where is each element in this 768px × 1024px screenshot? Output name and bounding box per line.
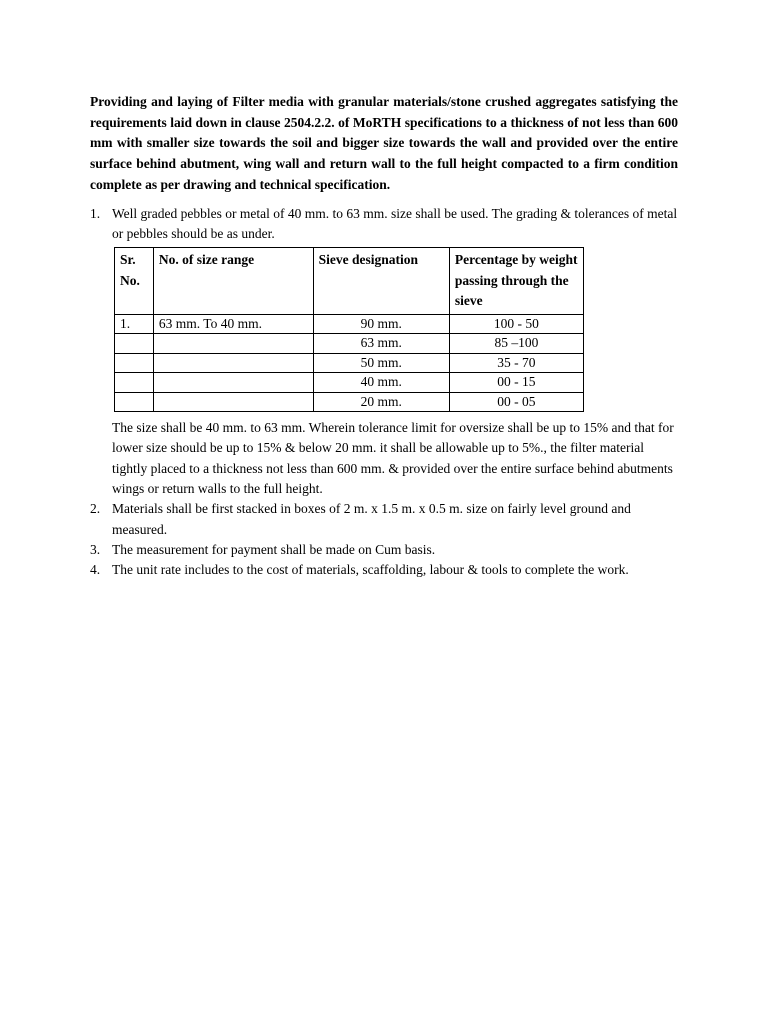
table-header-row xyxy=(115,248,584,315)
cell-percentage: 00 - 05 xyxy=(449,392,583,412)
cell-size-range xyxy=(153,353,313,373)
document-page xyxy=(90,92,678,580)
table-row xyxy=(115,373,584,393)
cell-percentage: 00 - 15 xyxy=(449,373,583,393)
cell-sr xyxy=(115,334,154,354)
cell-sr xyxy=(115,373,154,393)
cell-size-range xyxy=(153,334,313,354)
cell-sieve: 20 mm. xyxy=(313,392,449,412)
list-item-number: 4. xyxy=(90,562,101,578)
cell-sr: 1. xyxy=(115,314,154,334)
cell-sr xyxy=(115,392,154,412)
list-item-number: 2. xyxy=(90,501,101,517)
table-row xyxy=(115,353,584,373)
list-item-2 xyxy=(90,499,678,540)
list-item-3 xyxy=(90,540,678,560)
grading-table xyxy=(114,247,584,412)
cell-sieve: 90 mm. xyxy=(313,314,449,334)
item-heading: Providing and laying of Filter media with granular materials/stone crushed aggregates satisfying the requirements laid down in clause 2504.2.2. of MoRTH specifications to a thickness of not less than 600 mm with smaller size towards the soil and bigger size towards the wall and provided over the entire surface behind abutment, wing wall and return wall to the full height compacted to a firm condition complete as per drawing and technical specification. xyxy=(90,94,678,192)
list-item-text: The unit rate includes to the cost of materials, scaffolding, labour & tools to complete the work. xyxy=(112,562,629,578)
cell-size-range xyxy=(153,373,313,393)
cell-size-range xyxy=(153,392,313,412)
specification-list-continued xyxy=(90,499,678,580)
header-percentage: Percentage by weight passing through the sieve xyxy=(449,248,583,315)
tolerance-paragraph: The size shall be 40 mm. to 63 mm. Wherein tolerance limit for oversize shall be up to 15% and that for lower size should be up to 15% & below 20 mm. it shall be allowable up to 5%., the filter material tightly placed to a thickness not less than 600 mm. & provided over the entire surface behind abutments wings or return walls to the full height. xyxy=(112,420,674,496)
list-item-4 xyxy=(90,560,678,580)
cell-sieve: 50 mm. xyxy=(313,353,449,373)
list-item-number: 1. xyxy=(90,205,101,221)
header-sieve-designation: Sieve designation xyxy=(313,248,449,315)
table-row xyxy=(115,392,584,412)
list-item-text: Well graded pebbles or metal of 40 mm. to 63 mm. size shall be used. The grading & tolerances of metal or pebbles should be as under. xyxy=(112,205,678,241)
list-item-number: 3. xyxy=(90,541,101,557)
cell-percentage: 100 - 50 xyxy=(449,314,583,334)
header-sr-no: Sr. No. xyxy=(115,248,154,315)
header-size-range: No. of size range xyxy=(153,248,313,315)
list-item-text: Materials shall be first stacked in boxes of 2 m. x 1.5 m. x 0.5 m. size on fairly level ground and measured. xyxy=(112,501,631,537)
cell-sieve: 63 mm. xyxy=(313,334,449,354)
cell-sr xyxy=(115,353,154,373)
cell-sieve: 40 mm. xyxy=(313,373,449,393)
table-row xyxy=(115,314,584,334)
cell-percentage: 35 - 70 xyxy=(449,353,583,373)
table-row xyxy=(115,334,584,354)
list-item-text: The measurement for payment shall be made on Cum basis. xyxy=(112,541,436,557)
cell-percentage: 85 –100 xyxy=(449,334,583,354)
specification-list xyxy=(90,204,678,245)
list-item-1 xyxy=(90,204,678,245)
cell-size-range: 63 mm. To 40 mm. xyxy=(153,314,313,334)
